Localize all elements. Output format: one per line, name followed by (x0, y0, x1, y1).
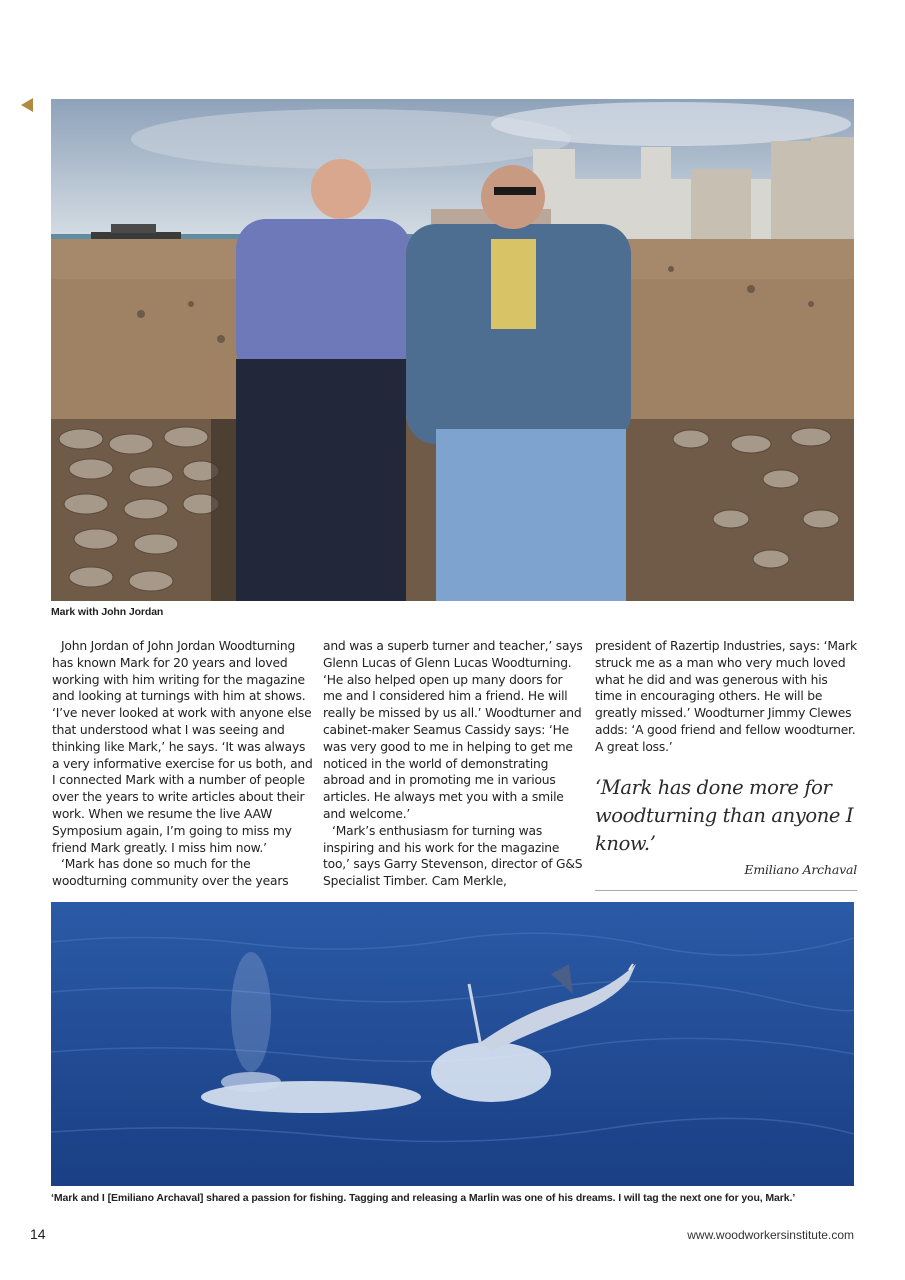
photo-marlin-jumping (51, 902, 854, 1186)
previous-page-arrow-icon[interactable] (21, 98, 33, 112)
article-column-1 (52, 638, 314, 890)
photo-caption-bottom: ‘Mark and I [Emiliano Archaval] shared a passion for fishing. Tagging and releasing a Marlin was one of his dreams. I will tag the next one for you, Mark.’ (51, 1192, 796, 1204)
paragraph: ‘Mark has done so much for the woodturning community over the years (52, 857, 289, 889)
paragraph: and was a superb turner and teacher,’ says Glenn Lucas of Glenn Lucas Woodturning. ‘He also helped open up many doors for me and I considered him a friend. He will really be missed by us all.’ Woodturner and cabinet-maker Seamus Cassidy says: ‘He was very good to me in helping to get me noticed in the world of demonstrating abroad and in promoting me in various articles. He always met you with a smile and welcome.’ (323, 639, 583, 821)
article-column-2 (323, 638, 585, 890)
photo-mark-with-john-jordan (51, 99, 854, 601)
paragraph: ‘Mark’s enthusiasm for turning was inspiring and his work for the magazine too,’ says Garry Stevenson, director of G&S Specialist Timber. Cam Merkle, (323, 823, 583, 889)
pull-quote-author: Emiliano Archaval (744, 861, 857, 877)
photo-caption-top: Mark with John Jordan (51, 606, 164, 618)
beach-photo-image (51, 99, 854, 601)
marlin-photo-image (51, 902, 854, 1186)
pull-quote: ‘Mark has done more for woodturning than anyone I know.’ (595, 775, 854, 855)
paragraph: president of Razertip Industries, says: ‘Mark struck me as a man who very much loved what he did and was generous with his time in encouraging others. He will be greatly missed.’ Woodturner Jimmy Clewes adds: ‘A good friend and fellow woodturner. A great loss.’ (595, 639, 857, 754)
article-column-3 (595, 638, 857, 891)
footer-website-url[interactable]: www.woodworkersinstitute.com (687, 1228, 854, 1242)
paragraph: John Jordan of John Jordan Woodturning has known Mark for 20 years and loved working with him writing for the magazine and looking at turnings with him at shows. ‘I’ve never looked at work with anyone else that understood what I was seeing and thinking like Mark,’ he says. ‘It was always a very informative exercise for us both, and I connected Mark with a number of people over the years to write articles about their work. When we resume the live AAW Symposium again, I’m going to miss my friend Mark greatly. I miss him now.’ (52, 639, 313, 855)
pull-quote-divider (595, 890, 857, 891)
page-number: 14 (30, 1226, 46, 1242)
